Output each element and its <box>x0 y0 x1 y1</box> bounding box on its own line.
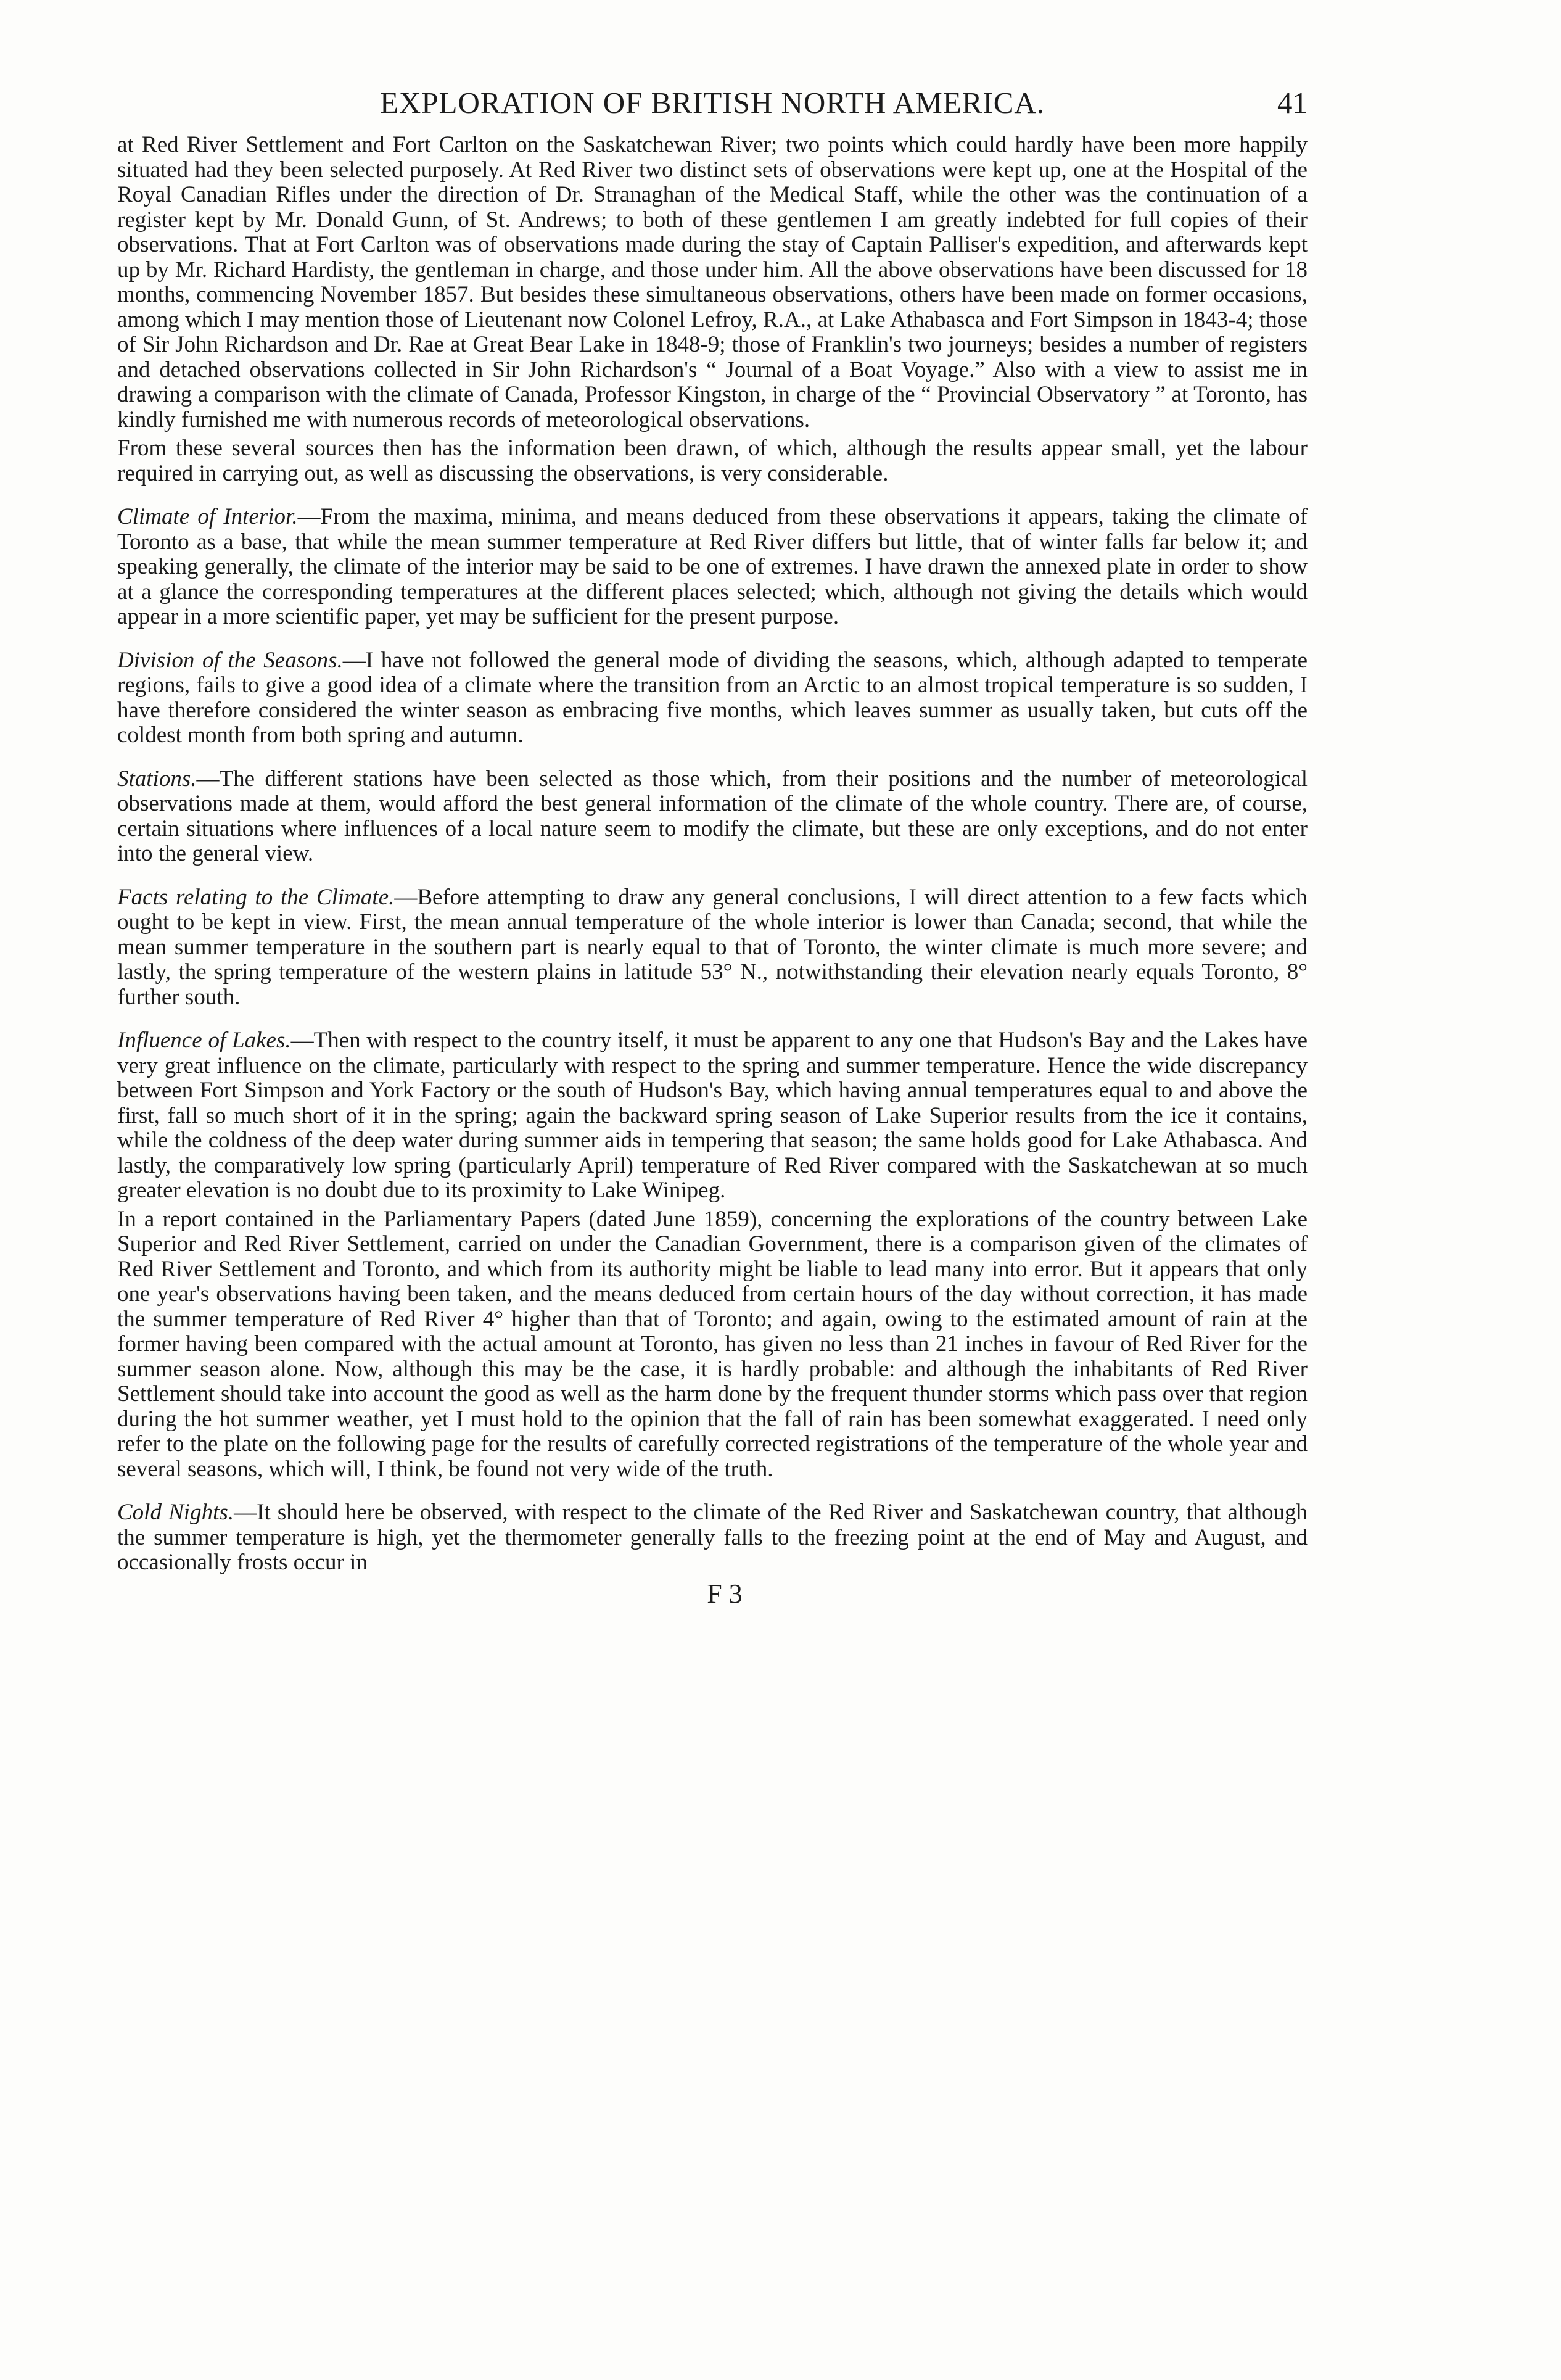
paragraph-text: at Red River Settlement and Fort Carlton on the Saskatchewan River; two points which could hardly have been more happily situated had they been selected purposely. At Red River two distinct sets of observations were kept up, one at the Hospital of the Royal Canadian Rifles under the direction of Dr. Stranaghan of the Medical Staff, while the other was the continuation of a register kept by Mr. Donald Gunn, of St. Andrews; to both of these gentlemen I am greatly indebted for full copies of their observations. That at Fort Carlton was of observations made during the stay of Captain Palliser's expedition, and afterwards kept up by Mr. Richard Hardisty, the gentleman in charge, and those under him. All the above observations have been discussed for 18 months, commencing November 1857. But besides these simultaneous observations, others have been made on former occasions, among which I may mention those of Lieutenant now Colonel Lefroy, R.A., at Lake Athabasca and Fort Simpson in 1843-4; those of Sir John Richardson and Dr. Rae at Great Bear Lake in 1848-9; those of Franklin's two journeys; besides a number of registers and detached observations collected in Sir John Richardson's “ Journal of a Boat Voyage.” Also with a view to assist me in drawing a comparison with the climate of Canada, Professor Kingston, in charge of the “ Provincial Observatory ” at Toronto, has kindly furnished me with numerous records of meteorological observations. <box>117 132 1308 432</box>
paragraph-climate-of-interior <box>117 505 1308 630</box>
section-heading: Facts relating to the Climate. <box>117 884 395 910</box>
paragraph-text: —Before attempting to draw any general conclusions, I will direct attention to a few facts which ought to be kept in view. First, the mean annual temperature of the whole interior is lower than Canada; second, that while the mean summer temperature in the southern part is nearly equal to that of Toronto, the winter climate is much more severe; and lastly, the spring temperature of the western plains in latitude 53° N., notwithstanding their elevation nearly equals Toronto, 8° further south. <box>117 884 1308 1010</box>
paragraph-stations <box>117 767 1308 867</box>
page-number: 41 <box>1277 86 1308 120</box>
paragraph-text: —The different stations have been selected as those which, from their positions and the number of meteorological observations made at them, would afford the best general information of the climate of the whole country. There are, of course, certain situations where influences of a local nature seem to modify the climate, but these are only exceptions, and do not enter into the general view. <box>117 766 1308 866</box>
paragraph-facts-relating-to-climate <box>117 885 1308 1010</box>
paragraph-division-of-seasons <box>117 648 1308 748</box>
paragraph-text: In a report contained in the Parliamentary Papers (dated June 1859), concerning the explorations of the country between Lake Superior and Red River Settlement, carried on under the Canadian Government, there is a comparison given of the climates of Red River Settlement and Toronto, and which from its authority might be liable to lead many into error. But it appears that only one year's observations having been taken, and the means deduced from certain hours of the day without correction, it has made the summer temperature of Red River 4° higher than that of Toronto; and again, owing to the estimated amount of rain at the former having been compared with the actual amount at Toronto, has given no less than 21 inches in favour of Red River for the summer season alone. Now, although this may be the case, it is hardly probable: and although the inhabitants of Red River Settlement should take into account the good as well as the harm done by the frequent thunder storms which pass over that region during the hot summer weather, yet I must hold to the opinion that the fall of rain has been somewhat exaggerated. I need only refer to the plate on the following page for the results of carefully corrected registrations of the temperature of the whole year and several seasons, which will, I think, be found not very wide of the truth. <box>117 1206 1308 1482</box>
signature-mark: F 3 <box>707 1578 743 1609</box>
section-heading: Influence of Lakes. <box>117 1028 291 1053</box>
paragraph-influence-of-lakes <box>117 1028 1308 1204</box>
section-heading: Cold Nights. <box>117 1500 234 1525</box>
section-heading: Climate of Interior. <box>117 504 298 529</box>
paragraph-parliamentary-report <box>117 1207 1308 1482</box>
section-heading: Division of the Seasons. <box>117 647 343 673</box>
body-text <box>117 133 1308 1576</box>
page-title: EXPLORATION OF BRITISH NORTH AMERICA. <box>379 86 1045 120</box>
paragraph-text: From these several sources then has the information been drawn, of which, although the results appear small, yet the labour required in carrying out, as well as discussing the observations, is very considerable. <box>117 436 1308 486</box>
paragraph-text: —I have not followed the general mode of dividing the seasons, which, although adapted to temperate regions, fails to give a good idea of a climate where the transition from an Arctic to an almost tropical temperature is so sudden, I have therefore considered the winter season as embracing five months, which leaves summer as usually taken, but cuts off the coldest month from both spring and autumn. <box>117 647 1308 748</box>
running-head <box>117 74 1308 133</box>
paragraph-text: —Then with respect to the country itself, it must be apparent to any one that Hudson's Bay and the Lakes have very great influence on the climate, particularly with respect to the spring and summer temperature. Hence the wide discrepancy between Fort Simpson and York Factory or the south of Hudson's Bay, which having annual temperatures equal to and above the first, fall so much short of it in the spring; again the backward spring season of Lake Superior results from the ice it contains, while the coldness of the deep water during summer aids in tempering that season; the same holds good for Lake Athabasca. And lastly, the comparatively low spring (particularly April) temperature of Red River compared with the Saskatchewan at so much greater elevation is no doubt due to its proximity to Lake Winipeg. <box>117 1028 1308 1203</box>
paragraph-sources <box>117 436 1308 486</box>
paragraph-text: —From the maxima, minima, and means deduced from these observations it appears, taking the climate of Toronto as a base, that while the mean summer temperature at Red River differs but little, that of winter falls far below it; and speaking generally, the climate of the interior may be said to be one of extremes. I have drawn the annexed plate in order to show at a glance the corresponding temperatures at the different places selected; which, although not giving the details which would appear in a more scientific paper, yet may be sufficient for the present purpose. <box>117 504 1308 629</box>
paragraph-continuation <box>117 133 1308 432</box>
section-heading: Stations. <box>117 766 197 791</box>
paragraph-cold-nights <box>117 1500 1308 1576</box>
paragraph-text: —It should here be observed, with respect to the climate of the Red River and Saskatchewan country, that although the summer temperature is high, yet the thermometer generally falls to the freezing point at the end of May and August, and occasionally frosts occur in <box>117 1500 1308 1575</box>
page <box>117 74 1308 1609</box>
